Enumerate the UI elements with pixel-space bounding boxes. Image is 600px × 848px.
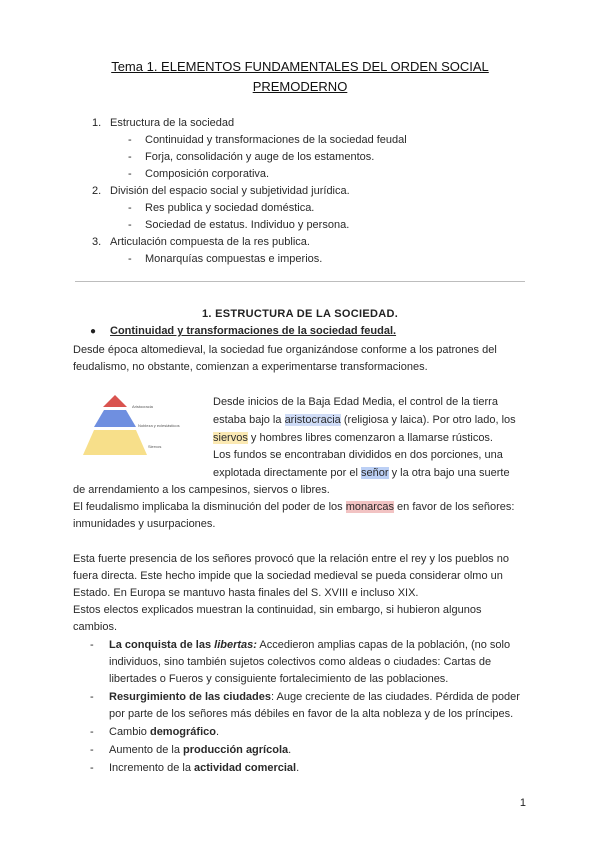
subsection-title: Continuidad y transformaciones de la sociedad feudal.	[110, 325, 397, 337]
list-item	[109, 724, 219, 741]
list-dash: -	[90, 639, 94, 651]
list-item-continuation: por parte de los señores más débiles en favor de la alta nobleza y de los príncipes.	[109, 708, 514, 720]
divider	[75, 281, 525, 282]
text-run: y la otra bajo una suerte	[388, 467, 510, 479]
paragraph-line	[73, 499, 514, 516]
list-dash: -	[90, 744, 94, 756]
list-item-continuation: libertades o Fueros y consiguiente fortalecimiento de las poblaciones.	[109, 673, 449, 685]
toc-item: Articulación compuesta de la res publica.	[110, 236, 310, 248]
toc-number: 3.	[92, 236, 102, 248]
list-dash: -	[90, 762, 94, 774]
text-run: (religiosa y laica). Por otro lado, los	[340, 414, 516, 426]
toc-subitem: Composición corporativa.	[145, 168, 270, 180]
paragraph-line: Esta fuerte presencia de los señores provocó que la relación entre el rey y los pueblos no	[73, 553, 509, 565]
text-run: El feudalismo implicaba la disminución del poder de los	[73, 501, 346, 513]
social-pyramid-figure	[80, 395, 200, 465]
list-item	[109, 689, 520, 706]
pyramid-label-mid: Nobleza y eclesiásticos	[138, 423, 180, 428]
toc-subitem: Continuidad y transformaciones de la sociedad feudal	[145, 134, 407, 146]
list-dash: -	[90, 691, 94, 703]
toc-number: 2.	[92, 185, 102, 197]
paragraph-line: Los fundos se encontraban divididos en dos porciones, una	[213, 449, 503, 461]
text-run: : Auge creciente de las ciudades. Pérdida de poder	[271, 691, 520, 703]
paragraph-line: de arrendamiento a los campesinos, siervos o libres.	[73, 484, 330, 496]
toc-number: 1.	[92, 117, 102, 129]
toc-dash: -	[128, 253, 132, 265]
list-item-continuation: individuos, sino también sujetos colectivos como aldeas o ciudades: Cartas de	[109, 656, 492, 668]
pyramid-label-bottom: Siervos	[148, 444, 162, 449]
toc-subitem: Forja, consolidación y auge de los estamentos.	[145, 151, 375, 163]
text-run: y hombres libres comenzaron a llamarse rústicos.	[247, 432, 493, 444]
text-run: libertas:	[214, 639, 257, 651]
paragraph-line: Estos electos explicados muestran la continuidad, sin embargo, si hubieron algunos	[73, 604, 482, 616]
toc-dash: -	[128, 134, 132, 146]
toc-dash: -	[128, 168, 132, 180]
pyramid-mid-tier	[94, 410, 136, 427]
pyramid-bottom-tier	[83, 430, 147, 455]
page-number: 1	[519, 797, 526, 809]
toc-item: División del espacio social y subjetividad jurídica.	[110, 185, 350, 197]
list-item	[109, 637, 510, 654]
text-run: actividad comercial	[194, 762, 297, 774]
page-title-line1: Tema 1. ELEMENTOS FUNDAMENTALES DEL ORDEN SOCIAL	[111, 59, 489, 74]
toc-dash: -	[128, 151, 132, 163]
text-run: Incremento de la	[109, 762, 194, 774]
paragraph-line: Desde época altomedieval, la sociedad fue organizándose conforme a los patrones del	[73, 344, 497, 356]
text-run: Accedieron amplias capas de la población, (no solo	[256, 639, 511, 651]
text-run: Cambio	[109, 726, 150, 738]
text-run: estaba bajo la	[213, 414, 285, 426]
paragraph-line: feudalismo, no obstante, comienzan a experimentarse transformaciones.	[73, 361, 428, 373]
toc-subitem: Monarquías compuestas e imperios.	[145, 253, 323, 265]
page-title-line2: PREMODERNO	[252, 79, 348, 94]
paragraph-line: Desde inicios de la Baja Edad Media, el control de la tierra	[213, 396, 498, 408]
text-run: producción agrícola	[183, 744, 289, 756]
text-run: .	[296, 762, 300, 774]
toc-dash: -	[128, 202, 132, 214]
pyramid-label-top: Aristocracia	[132, 404, 153, 409]
toc-dash: -	[128, 219, 132, 231]
text-run: La conquista de las	[109, 639, 215, 651]
paragraph-line: inmunidades y usurpaciones.	[73, 518, 216, 530]
paragraph-line: Estado. En Europa se mantuvo hasta finales del S. XVIII e incluso XIX.	[73, 587, 419, 599]
bullet-icon: ●	[90, 326, 97, 337]
paragraph-line	[213, 412, 516, 429]
paragraph-line: cambios.	[73, 621, 118, 633]
section-heading: 1. ESTRUCTURA DE LA SOCIEDAD.	[201, 308, 399, 320]
paragraph-line	[213, 465, 510, 482]
highlight-monarcas: monarcas	[345, 501, 394, 513]
text-run: Resurgimiento de las ciudades	[109, 691, 271, 703]
list-item	[109, 760, 299, 777]
text-run: .	[288, 744, 292, 756]
text-run: .	[215, 726, 220, 738]
text-run: demográfico	[149, 726, 216, 738]
paragraph-line: fuera directa. Este hecho impide que la sociedad medieval se pueda considerar olmo un	[73, 570, 503, 582]
list-dash: -	[90, 726, 94, 738]
text-run: en favor de los señores:	[394, 501, 515, 513]
highlight-senor: señor	[360, 467, 389, 479]
text-run: explotada directamente por el	[213, 467, 361, 479]
toc-subitem: Sociedad de estatus. Individuo y persona.	[145, 219, 350, 231]
list-item	[109, 742, 291, 759]
toc-item: Estructura de la sociedad	[110, 117, 235, 129]
highlight-aristocracia: aristocracia	[284, 414, 341, 426]
paragraph-line	[213, 430, 493, 447]
pyramid-top-tier	[103, 395, 127, 407]
highlight-siervos: siervos	[213, 432, 248, 444]
text-run: Aumento de la	[109, 744, 183, 756]
toc-subitem: Res publica y sociedad doméstica.	[145, 202, 315, 214]
